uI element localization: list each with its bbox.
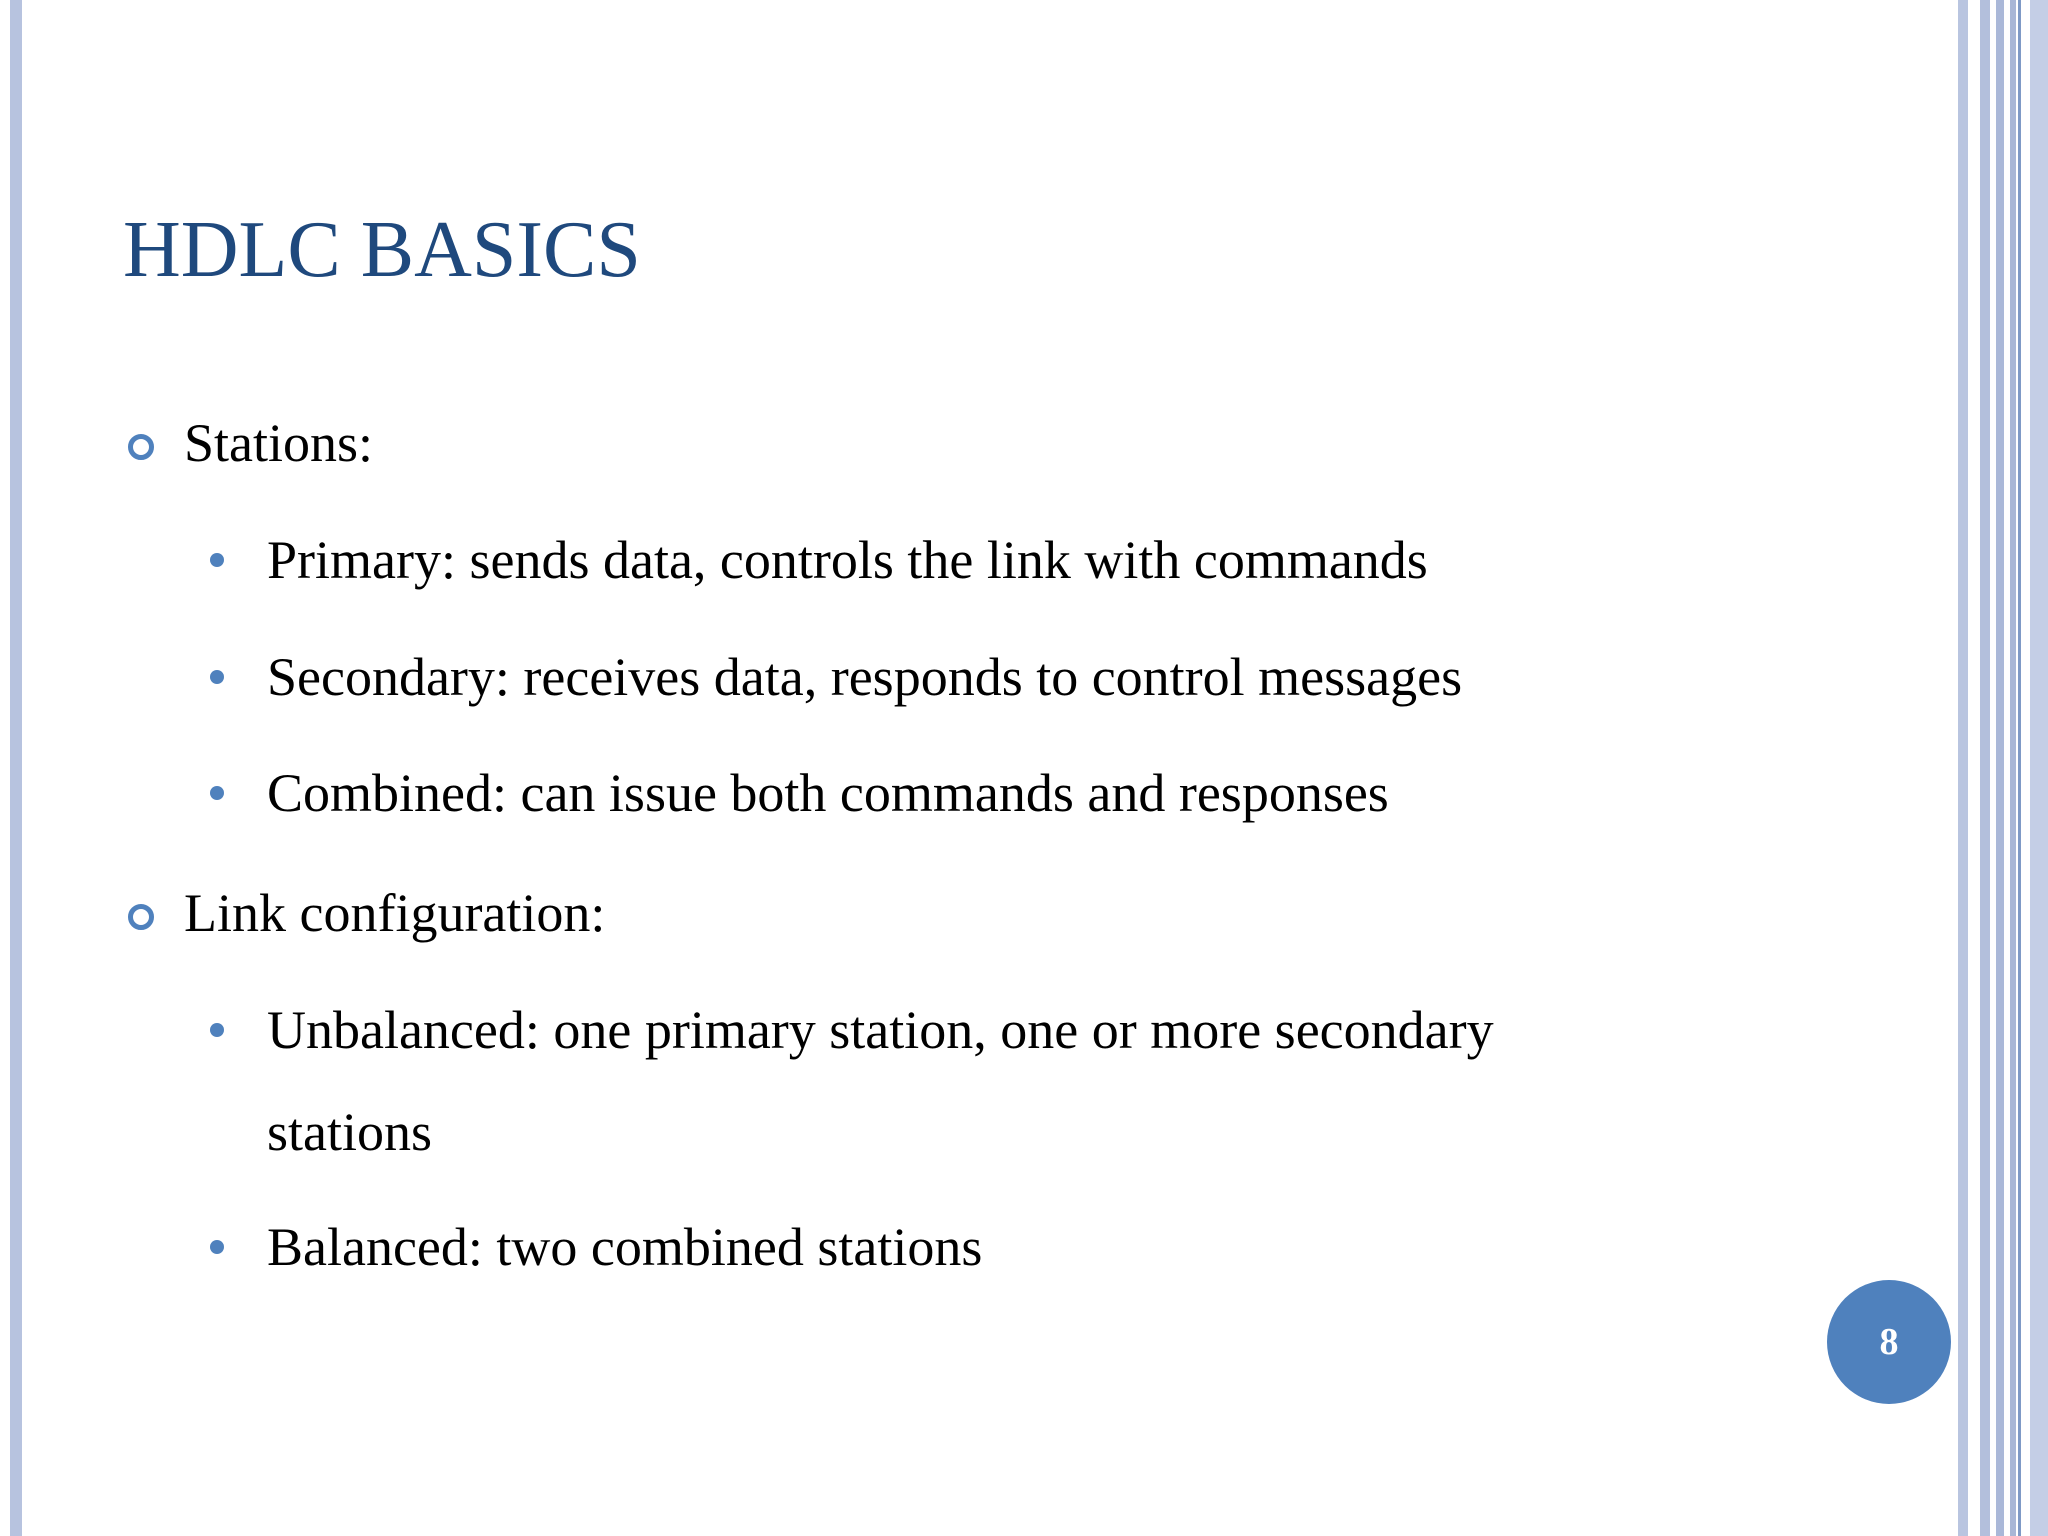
sub-bullet-text: Unbalanced: one primary station, one or more secondary stations: [267, 1000, 1494, 1162]
right-border-stripe: [2030, 0, 2048, 1536]
right-border-stripe: [1996, 0, 2004, 1536]
page-number-badge: 8: [1827, 1280, 1951, 1404]
ring-bullet-icon: [128, 904, 154, 930]
dot-bullet-icon: [210, 1240, 224, 1254]
right-border-stripe: [1958, 0, 1968, 1536]
slide-title: HDLC BASICS: [123, 206, 641, 294]
bullet-text: Link configuration:: [184, 883, 606, 943]
dot-bullet-icon: [210, 670, 224, 684]
left-border-stripe: [10, 0, 22, 1536]
right-border-stripe: [2010, 0, 2016, 1536]
dot-bullet-icon: [210, 553, 224, 567]
right-border-stripe: [1980, 0, 1990, 1536]
ring-bullet-icon: [128, 434, 154, 460]
bullet-text: Stations:: [184, 413, 374, 473]
sub-bullet-text: Balanced: two combined stations: [267, 1217, 983, 1277]
sub-bullet-text: Combined: can issue both commands and responses: [267, 763, 1389, 823]
dot-bullet-icon: [210, 786, 224, 800]
sub-bullet-text: Secondary: receives data, responds to control messages: [267, 647, 1463, 707]
right-border-stripe: [2018, 0, 2021, 1536]
sub-bullet-text: Primary: sends data, controls the link with commands: [267, 530, 1428, 590]
dot-bullet-icon: [210, 1023, 224, 1037]
